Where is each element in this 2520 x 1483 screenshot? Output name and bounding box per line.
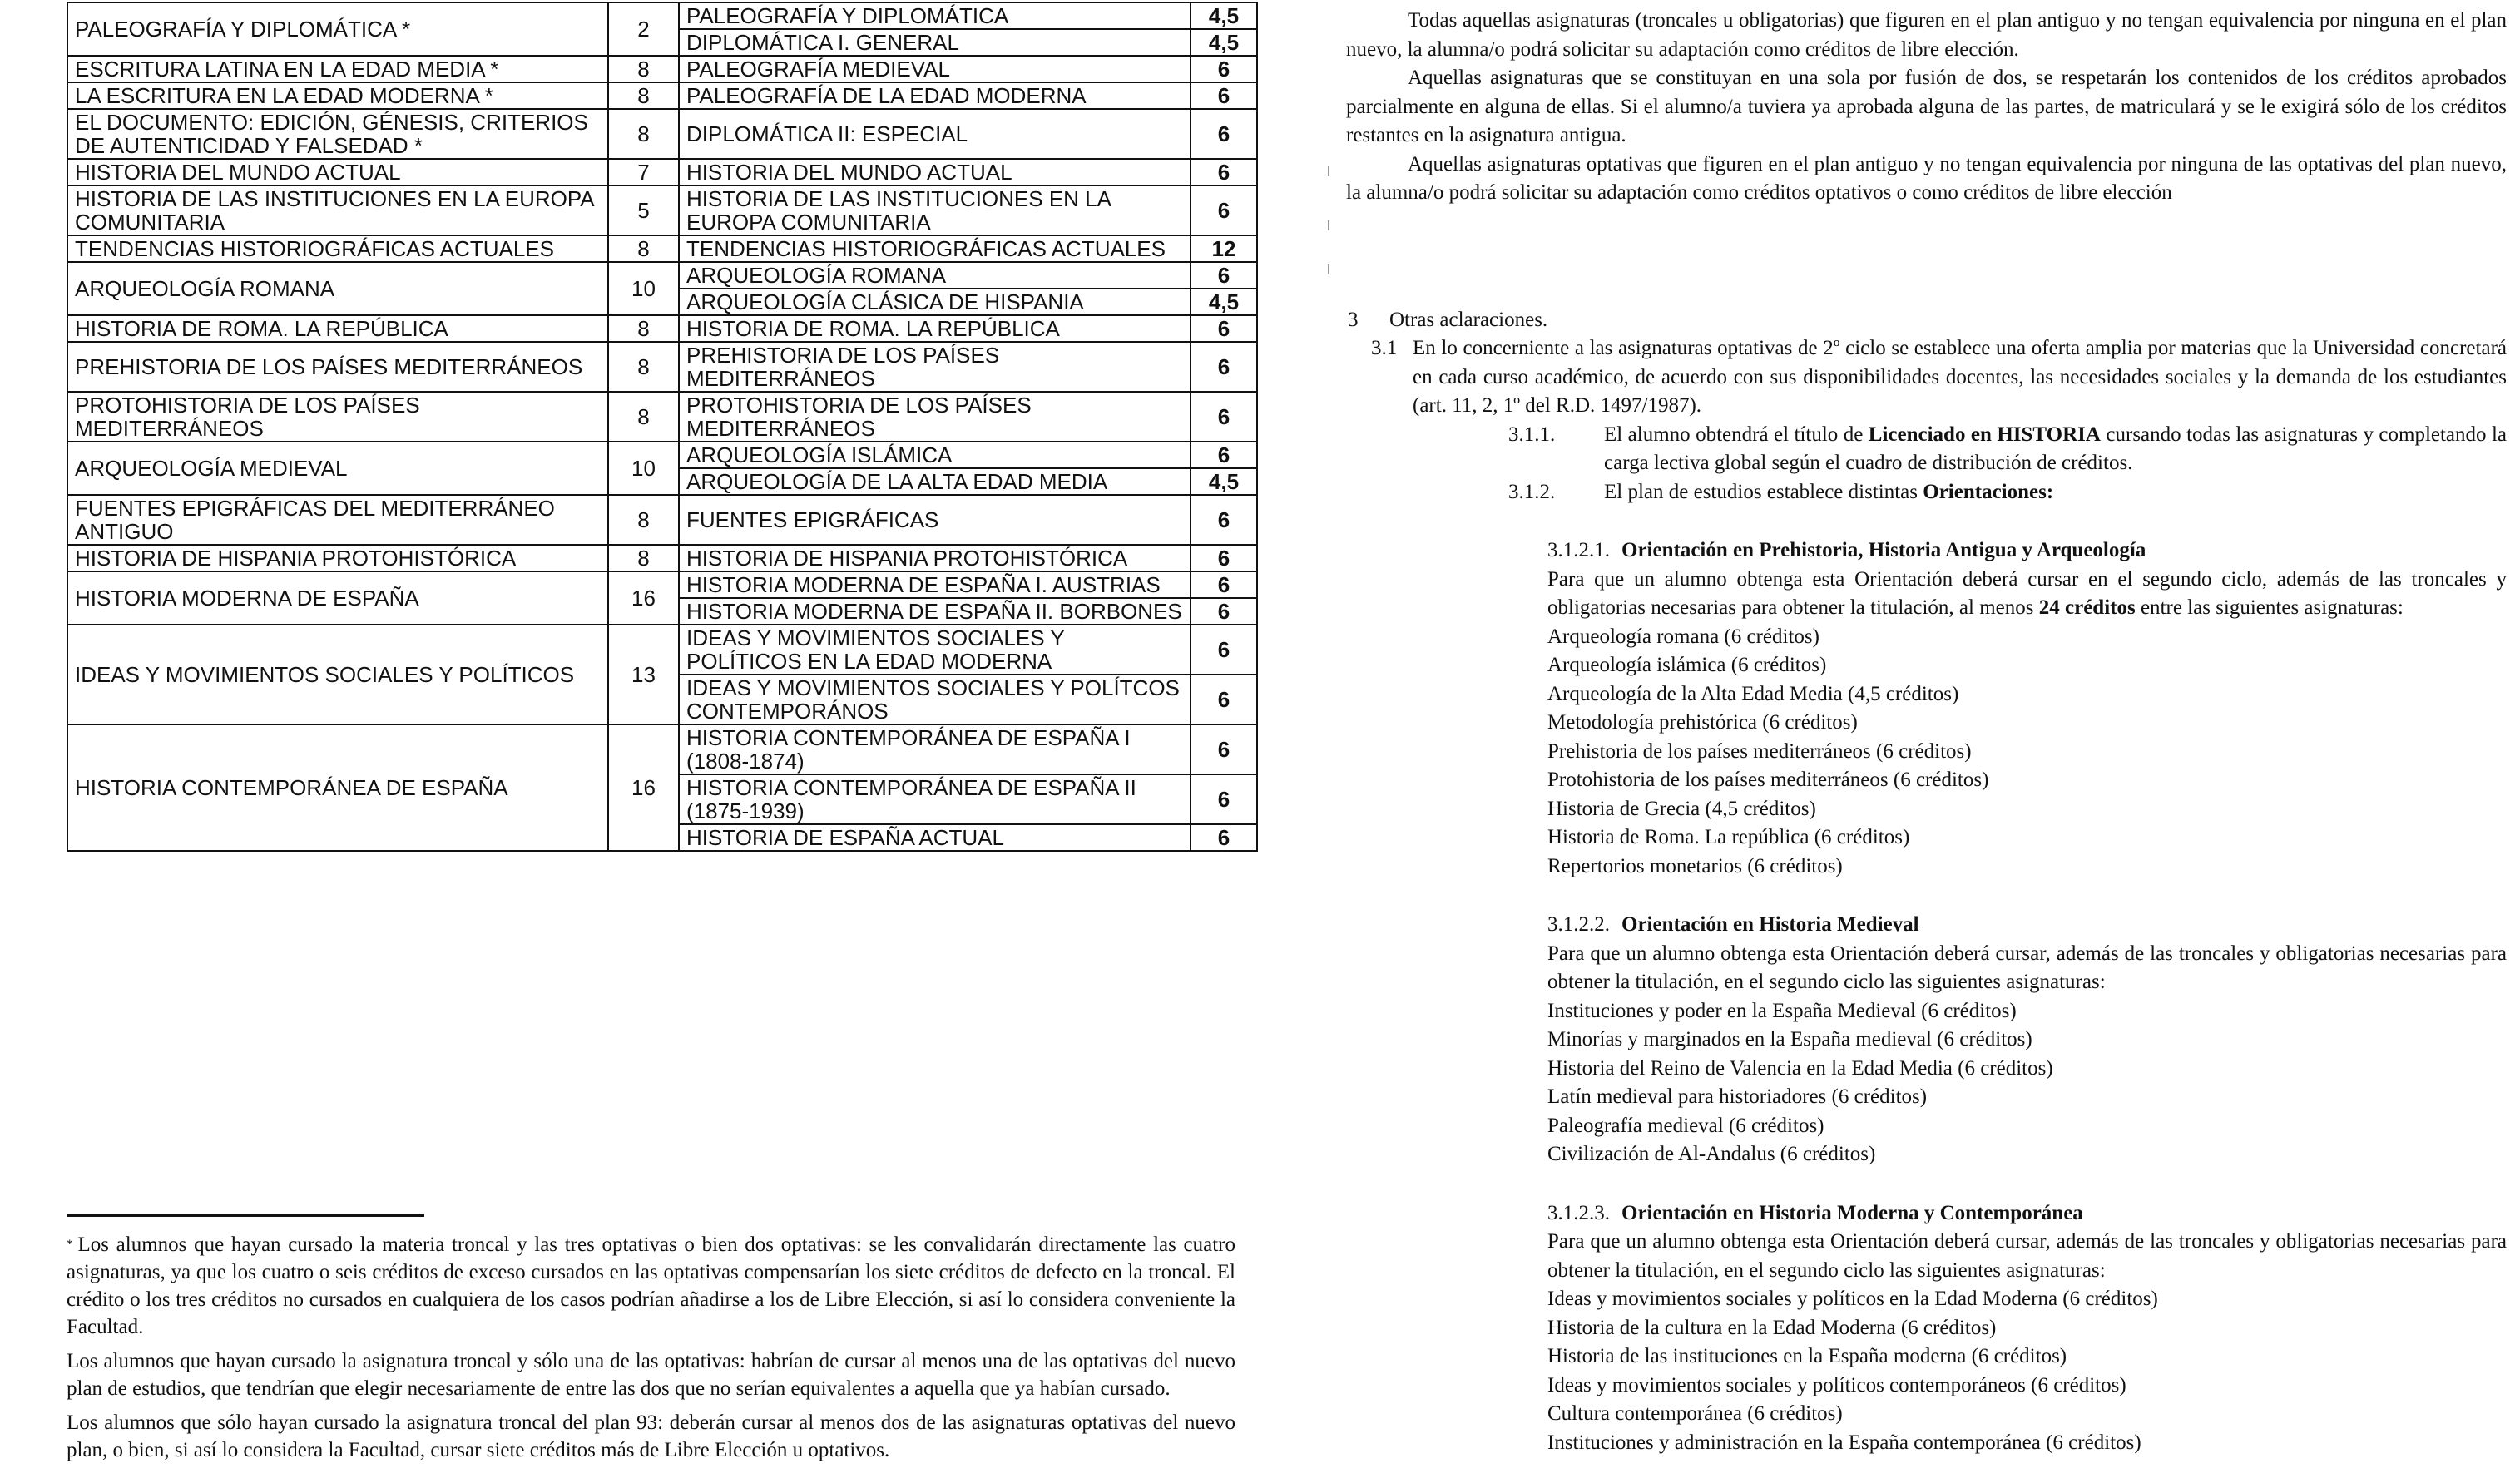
new-subject-cell: DIPLOMÁTICA II: ESPECIAL xyxy=(679,109,1191,159)
intro-paragraph-1: Todas aquellas asignaturas (troncales u obligatorias) que figuren en el plan antiguo y no tengan equivalencia por ninguna en el plan nuevo, la alumna/o podrá solicitar su adaptación como créditos de libre elección. xyxy=(1346,9,2507,61)
new-subject-cell: ARQUEOLOGÍA CLÁSICA DE HISPANIA xyxy=(679,289,1191,315)
old-credits-cell: 8 xyxy=(608,342,679,392)
list-item: Protohistoria de los países mediterráneos (6 créditos) xyxy=(1547,769,1989,791)
right-column xyxy=(1346,7,2507,1457)
new-subject-cell: ARQUEOLOGÍA DE LA ALTA EDAD MEDIA xyxy=(679,468,1191,495)
old-credits-cell: 8 xyxy=(608,56,679,82)
old-credits-cell: 10 xyxy=(608,262,679,315)
new-credits-cell: 6 xyxy=(1191,495,1257,545)
old-subject-cell: TENDENCIAS HISTORIOGRÁFICAS ACTUALES xyxy=(67,235,608,262)
list-item: Arqueología de la Alta Edad Media (4,5 créditos) xyxy=(1547,682,1959,705)
footnote-rule xyxy=(67,1214,424,1217)
new-subject-cell: ARQUEOLOGÍA ROMANA xyxy=(679,262,1191,289)
new-subject-cell: HISTORIA MODERNA DE ESPAÑA I. AUSTRIAS xyxy=(679,571,1191,598)
table-row xyxy=(67,235,1257,262)
table-row xyxy=(67,625,1257,675)
section-number: 3 xyxy=(1348,308,1359,331)
footnote-paragraph-2: Los alumnos que hayan cursado la asignatura troncal y sólo una de las optativas: habrían de cursar al menos una de las optativas del nuevo plan de estudios, que tendrían que elegir necesariamente de entre las dos que no serían equivalentes a aquella que ya habían cursado. xyxy=(67,1350,1235,1400)
course-list xyxy=(1346,1285,2507,1457)
new-subject-cell: HISTORIA DEL MUNDO ACTUAL xyxy=(679,159,1191,185)
new-credits-cell: 12 xyxy=(1191,235,1257,262)
new-subject-cell: TENDENCIAS HISTORIOGRÁFICAS ACTUALES xyxy=(679,235,1191,262)
old-credits-cell: 8 xyxy=(608,495,679,545)
new-subject-cell: DIPLOMÁTICA I. GENERAL xyxy=(679,29,1191,56)
old-credits-cell: 8 xyxy=(608,315,679,342)
new-credits-cell: 4,5 xyxy=(1191,2,1257,29)
item-number: 3.1.2. xyxy=(1508,480,1556,503)
old-subject-cell: IDEAS Y MOVIMIENTOS SOCIALES Y POLÍTICOS xyxy=(67,625,608,724)
item-3-1-2: 3.1.2. El plan de estudios establece distintas Orientaciones: xyxy=(1346,478,2507,507)
list-item: Repertorios monetarios (6 créditos) xyxy=(1547,854,1843,877)
table-row xyxy=(67,495,1257,545)
margin-tick xyxy=(1328,264,1329,274)
list-item: Historia de Grecia (4,5 créditos) xyxy=(1547,797,1816,820)
list-item: Arqueología islámica (6 créditos) xyxy=(1547,654,1827,676)
orientation-number: 3.1.2.3. xyxy=(1547,1201,1610,1224)
orientation-title: Orientación en Prehistoria, Historia Antigua y Arqueología xyxy=(1621,539,2146,561)
orientation-number: 3.1.2.1. xyxy=(1547,539,1610,561)
new-credits-cell: 6 xyxy=(1191,598,1257,625)
old-subject-cell: ARQUEOLOGÍA ROMANA xyxy=(67,262,608,315)
list-item: Prehistoria de los países mediterráneos (6 créditos) xyxy=(1547,739,1972,763)
old-credits-cell: 8 xyxy=(608,545,679,571)
item-3-1-1: 3.1.1. El alumno obtendrá el título de Licenciado en HISTORIA cursando todas las asignaturas y completando la carga lectiva global según el cuadro de distribución de créditos. xyxy=(1346,421,2507,478)
new-subject-cell: IDEAS Y MOVIMIENTOS SOCIALES Y POLÍTICOS EN LA EDAD MODERNA xyxy=(679,625,1191,675)
orientation-number: 3.1.2.2. xyxy=(1547,913,1610,936)
subsection-text: En lo concerniente a las asignaturas optativas de 2º ciclo se establece una oferta amplia por materias que la Universidad concretará en cada curso académico, de acuerdo con sus disponibilidades docentes, las necesidades sociales y la demanda de los estudiantes (art. 11, 2, 1º del R.D. 1497/1987). xyxy=(1413,337,2507,417)
new-credits-cell: 6 xyxy=(1191,824,1257,851)
list-item: Ideas y movimientos sociales y políticos en la Edad Moderna (6 créditos) xyxy=(1547,1288,2158,1310)
new-credits-cell: 6 xyxy=(1191,724,1257,774)
course-list xyxy=(1346,623,2507,882)
old-credits-cell: 13 xyxy=(608,625,679,724)
new-credits-cell: 6 xyxy=(1191,571,1257,598)
footnote-paragraph-1: * Los alumnos que hayan cursado la materia troncal y las tres optativas o bien dos optativas: se les convalidarán directamente las cuatro asignaturas, ya que los cuatro o seis créditos de exceso cursados en las optativas compensarían los siete créditos de defecto en la troncal. El crédito o los tres créditos no cursados en cualquiera de los casos podrían añadirse a los de Libre Elección, si así lo considera conveniente la Facultad. xyxy=(67,1233,1235,1338)
new-subject-cell: PREHISTORIA DE LOS PAÍSES MEDITERRÁNEOS xyxy=(679,342,1191,392)
footnote-paragraph-3: Los alumnos que sólo hayan cursado la asignatura troncal del plan 93: deberán cursar al menos dos de las asignaturas optativas del nuevo plan, o bien, si así lo considera la Facultad, cursar siete créditos más de Libre Elección u optativos. xyxy=(67,1411,1235,1461)
new-subject-cell: HISTORIA DE ROMA. LA REPÚBLICA xyxy=(679,315,1191,342)
list-item: Ideas y movimientos sociales y políticos contemporáneos (6 créditos) xyxy=(1547,1373,2126,1396)
table-row xyxy=(67,262,1257,289)
footnote-marker: * xyxy=(67,1238,73,1251)
old-subject-cell: PALEOGRAFÍA Y DIPLOMÁTICA * xyxy=(67,2,608,56)
list-item: Instituciones y administración en la España contemporánea (6 créditos) xyxy=(1547,1431,2141,1454)
new-subject-cell: PALEOGRAFÍA Y DIPLOMÁTICA xyxy=(679,2,1191,29)
new-credits-cell: 6 xyxy=(1191,109,1257,159)
new-credits-cell: 6 xyxy=(1191,774,1257,824)
old-subject-cell: HISTORIA DEL MUNDO ACTUAL xyxy=(67,159,608,185)
section-title: Otras aclaraciones. xyxy=(1389,308,1548,331)
new-subject-cell: PROTOHISTORIA DE LOS PAÍSES MEDITERRÁNEOS xyxy=(679,392,1191,442)
new-credits-cell: 6 xyxy=(1191,675,1257,724)
new-credits-cell: 6 xyxy=(1191,545,1257,571)
table-row xyxy=(67,2,1257,29)
old-credits-cell: 2 xyxy=(608,2,679,56)
new-credits-cell: 6 xyxy=(1191,442,1257,468)
intro-paragraph-2: Aquellas asignaturas que se constituyan en una sola por fusión de dos, se respetarán los contenidos de los créditos aprobados parcialmente en alguna de ellas. Si el alumno/a tuviera ya aprobada alguna de las partes, de matriculará y se le exigirá sólo de los créditos restantes en la asignatura antigua. xyxy=(1346,67,2507,146)
equivalence-table xyxy=(67,2,1258,852)
new-credits-cell: 6 xyxy=(1191,315,1257,342)
old-credits-cell: 8 xyxy=(608,82,679,109)
old-subject-cell: HISTORIA DE ROMA. LA REPÚBLICA xyxy=(67,315,608,342)
list-item: Historia de las instituciones en la España moderna (6 créditos) xyxy=(1547,1345,2067,1367)
list-item: Historia del Reino de Valencia en la Edad Media (6 créditos) xyxy=(1547,1056,2053,1080)
old-subject-cell: FUENTES EPIGRÁFICAS DEL MEDITERRÁNEO ANTIGUO xyxy=(67,495,608,545)
list-item: Arqueología romana (6 créditos) xyxy=(1547,625,1819,648)
orientations xyxy=(1346,536,2507,1457)
orientation-heading xyxy=(1346,1199,2507,1228)
new-subject-cell: HISTORIA MODERNA DE ESPAÑA II. BORBONES xyxy=(679,598,1191,625)
new-subject-cell: HISTORIA DE ESPAÑA ACTUAL xyxy=(679,824,1191,851)
new-credits-cell: 4,5 xyxy=(1191,289,1257,315)
new-credits-cell: 6 xyxy=(1191,262,1257,289)
new-credits-cell: 6 xyxy=(1191,56,1257,82)
new-subject-cell: IDEAS Y MOVIMIENTOS SOCIALES Y POLÍTCOS CONTEMPORÁNOS xyxy=(679,675,1191,724)
list-item: Cultura contemporánea (6 créditos) xyxy=(1547,1402,1843,1425)
old-subject-cell: HISTORIA CONTEMPORÁNEA DE ESPAÑA xyxy=(67,724,608,851)
orientation-title: Orientación en Historia Medieval xyxy=(1621,913,1919,936)
list-item: Paleografía medieval (6 créditos) xyxy=(1547,1114,1824,1137)
table-row xyxy=(67,109,1257,159)
course-list xyxy=(1346,997,2507,1169)
old-credits-cell: 7 xyxy=(608,159,679,185)
new-credits-cell: 6 xyxy=(1191,342,1257,392)
subsection-number: 3.1 xyxy=(1371,337,1398,359)
orientation-text: Para que un alumno obtenga esta Orientación deberá cursar, además de las troncales y obligatorias necesarias para obtener la titulación, en el segundo ciclo las siguientes asignaturas: xyxy=(1547,942,2507,993)
table-row xyxy=(67,185,1257,235)
table-row xyxy=(67,315,1257,342)
table-row xyxy=(67,159,1257,185)
old-credits-cell: 16 xyxy=(608,571,679,625)
old-subject-cell: ARQUEOLOGÍA MEDIEVAL xyxy=(67,442,608,495)
list-item: Metodología prehistórica (6 créditos) xyxy=(1547,711,1858,734)
list-item: Historia de Roma. La república (6 créditos) xyxy=(1547,826,1910,848)
new-credits-cell: 6 xyxy=(1191,82,1257,109)
orientation-text: Para que un alumno obtenga esta Orientación deberá cursar en el segundo ciclo, además de las troncales y obligatorias necesarias para obtener la titulación, al menos 24 créditos entre las siguientes asignaturas: xyxy=(1547,567,2507,619)
table-row xyxy=(67,56,1257,82)
old-subject-cell: HISTORIA MODERNA DE ESPAÑA xyxy=(67,571,608,625)
new-subject-cell: PALEOGRAFÍA DE LA EDAD MODERNA xyxy=(679,82,1191,109)
list-item: Latín medieval para historiadores (6 créditos) xyxy=(1547,1085,1928,1108)
new-subject-cell: HISTORIA CONTEMPORÁNEA DE ESPAÑA I (1808-1874) xyxy=(679,724,1191,774)
list-item: Instituciones y poder en la España Medieval (6 créditos) xyxy=(1547,999,2017,1022)
new-credits-cell: 4,5 xyxy=(1191,29,1257,56)
new-subject-cell: PALEOGRAFÍA MEDIEVAL xyxy=(679,56,1191,82)
old-subject-cell: PREHISTORIA DE LOS PAÍSES MEDITERRÁNEOS xyxy=(67,342,608,392)
orientation-heading xyxy=(1346,911,2507,940)
old-credits-cell: 5 xyxy=(608,185,679,235)
old-subject-cell: LA ESCRITURA EN LA EDAD MODERNA * xyxy=(67,82,608,109)
equivalence-table-body xyxy=(67,2,1257,851)
new-credits-cell: 6 xyxy=(1191,392,1257,442)
item-number: 3.1.1. xyxy=(1508,423,1556,446)
new-subject-cell: HISTORIA DE LAS INSTITUCIONES EN LA EUROPA COMUNITARIA xyxy=(679,185,1191,235)
margin-tick xyxy=(1328,166,1329,176)
section-3-heading xyxy=(1346,306,2507,335)
old-credits-cell: 8 xyxy=(608,392,679,442)
orientation-heading xyxy=(1346,536,2507,566)
old-subject-cell: PROTOHISTORIA DE LOS PAÍSES MEDITERRÁNEOS xyxy=(67,392,608,442)
old-credits-cell: 8 xyxy=(608,109,679,159)
old-credits-cell: 10 xyxy=(608,442,679,495)
new-credits-cell: 6 xyxy=(1191,185,1257,235)
subsection-3-1 xyxy=(1346,334,2507,421)
new-subject-cell: FUENTES EPIGRÁFICAS xyxy=(679,495,1191,545)
old-subject-cell: EL DOCUMENTO: EDICIÓN, GÉNESIS, CRITERIOS DE AUTENTICIDAD Y FALSEDAD * xyxy=(67,109,608,159)
old-subject-cell: HISTORIA DE LAS INSTITUCIONES EN LA EUROPA COMUNITARIA xyxy=(67,185,608,235)
footnote xyxy=(67,1231,1235,1471)
orientation-title: Orientación en Historia Moderna y Contemporánea xyxy=(1621,1201,2083,1224)
table-row xyxy=(67,724,1257,774)
table-row xyxy=(67,342,1257,392)
old-subject-cell: HISTORIA DE HISPANIA PROTOHISTÓRICA xyxy=(67,545,608,571)
old-subject-cell: ESCRITURA LATINA EN LA EDAD MEDIA * xyxy=(67,56,608,82)
intro-paragraph-3: Aquellas asignaturas optativas que figuren en el plan antiguo y no tengan equivalencia por ninguna de las optativas del plan nuevo, la alumna/o podrá solicitar su adaptación como créditos optativos o como créditos de libre elección xyxy=(1346,152,2507,204)
table-row xyxy=(67,571,1257,598)
table-row xyxy=(67,392,1257,442)
new-credits-cell: 4,5 xyxy=(1191,468,1257,495)
orientation-text: Para que un alumno obtenga esta Orientación deberá cursar, además de las troncales y obligatorias necesarias para obtener la titulación, en el segundo ciclo las siguientes asignaturas: xyxy=(1547,1230,2507,1282)
table-row xyxy=(67,545,1257,571)
new-subject-cell: HISTORIA CONTEMPORÁNEA DE ESPAÑA II (1875-1939) xyxy=(679,774,1191,824)
table-row xyxy=(67,442,1257,468)
list-item: Civilización de Al-Andalus (6 créditos) xyxy=(1547,1143,1876,1165)
new-credits-cell: 6 xyxy=(1191,625,1257,675)
old-credits-cell: 8 xyxy=(608,235,679,262)
list-item: Historia de la cultura en la Edad Moderna (6 créditos) xyxy=(1547,1316,1997,1339)
new-credits-cell: 6 xyxy=(1191,159,1257,185)
old-credits-cell: 16 xyxy=(608,724,679,851)
margin-tick xyxy=(1328,220,1329,230)
table-row xyxy=(67,82,1257,109)
new-subject-cell: HISTORIA DE HISPANIA PROTOHISTÓRICA xyxy=(679,545,1191,571)
new-subject-cell: ARQUEOLOGÍA ISLÁMICA xyxy=(679,442,1191,468)
list-item: Minorías y marginados en la España medieval (6 créditos) xyxy=(1547,1028,2032,1050)
